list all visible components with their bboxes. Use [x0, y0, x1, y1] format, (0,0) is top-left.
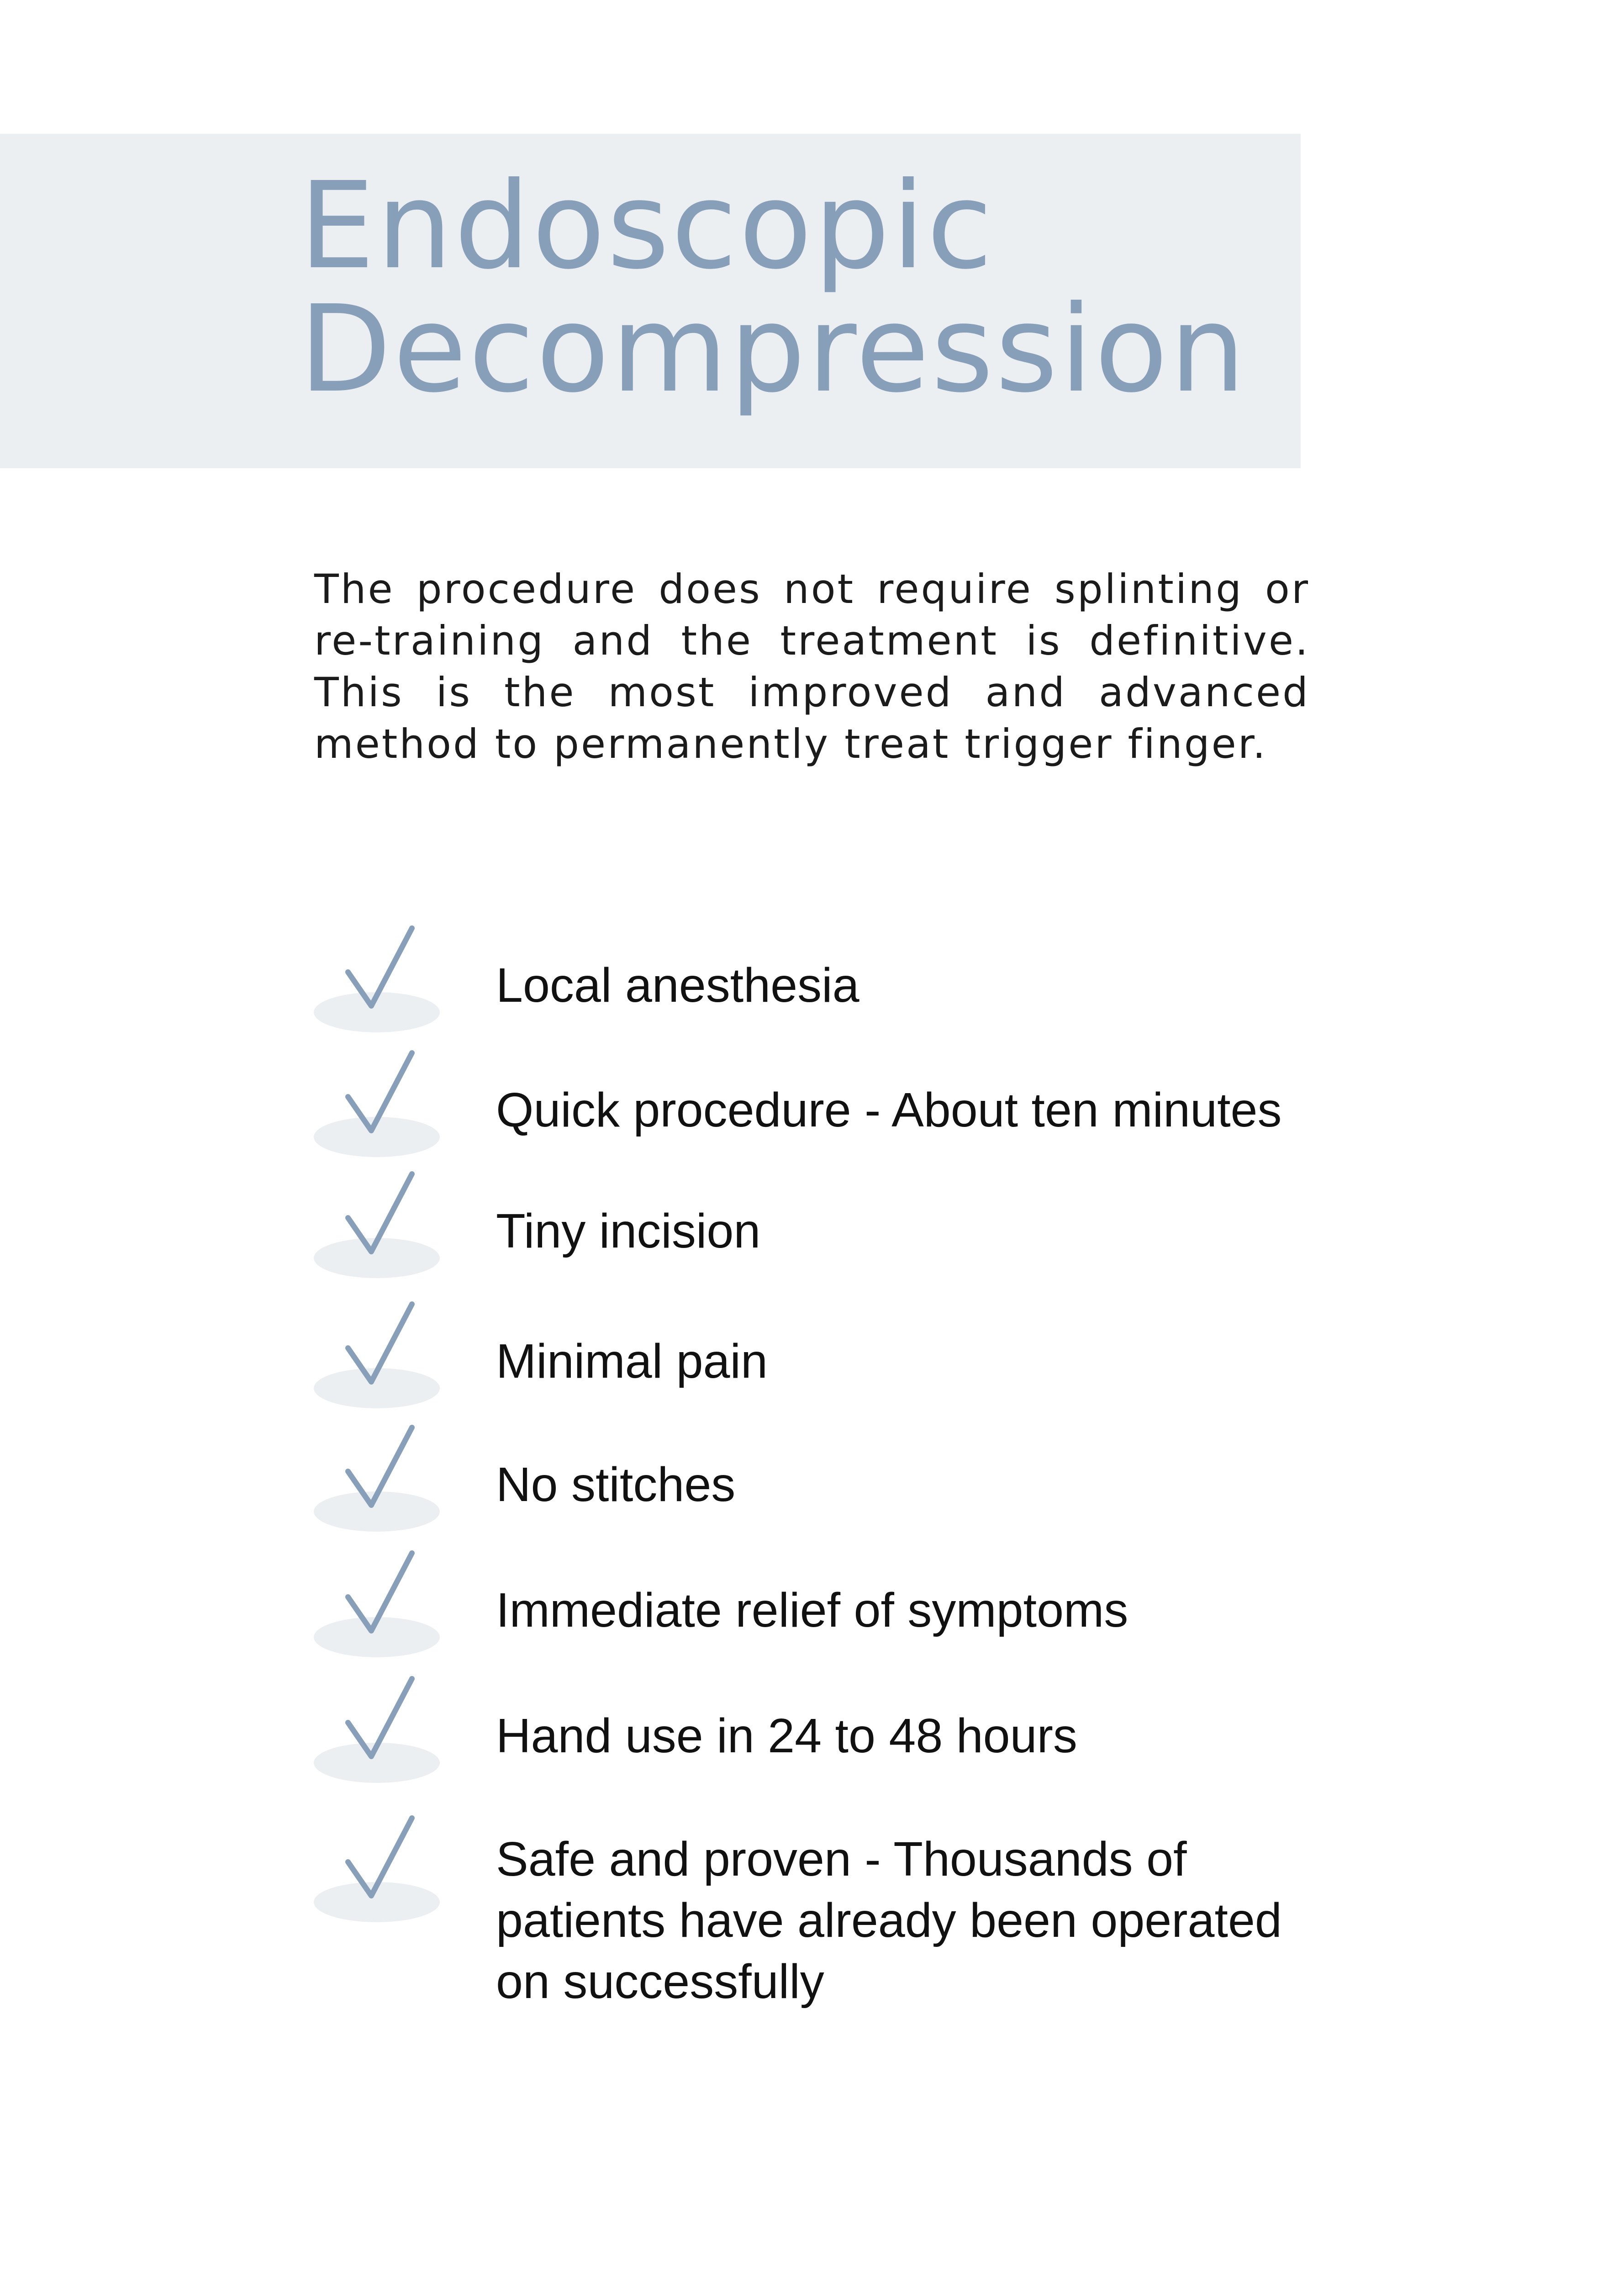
- page-title-line-1: Endoscopic: [299, 156, 995, 296]
- benefit-text: No stitches: [496, 1458, 736, 1512]
- intro-paragraph: The procedure does not require splinting or re-training and the treatment is definitive. This is the most improved and advanced method to permanently treat trigger finger.: [314, 566, 1310, 767]
- benefit-text: Immediate relief of symptoms: [496, 1583, 1128, 1637]
- check-mark-icon: [311, 1164, 443, 1278]
- check-mark-icon: [311, 1043, 443, 1157]
- benefit-item-safe-and-proven: [311, 1808, 1361, 2046]
- benefit-item-no-stitches: [311, 1417, 1361, 1536]
- benefit-item-tiny-incision: [311, 1164, 1361, 1283]
- benefit-item-minimal-pain: [311, 1294, 1361, 1413]
- benefit-item-hand-use: [311, 1669, 1361, 1787]
- check-mark-icon: [311, 1808, 443, 1922]
- benefit-item-local-anesthesia: [311, 918, 1361, 1037]
- benefit-text: Tiny incision: [496, 1204, 761, 1258]
- benefit-item-immediate-relief: [311, 1543, 1361, 1662]
- benefit-text: Hand use in 24 to 48 hours: [496, 1709, 1077, 1763]
- benefit-text: Quick procedure - About ten minutes: [496, 1083, 1282, 1137]
- check-mark-icon: [311, 1294, 443, 1408]
- benefit-text: Local anesthesia: [496, 958, 859, 1012]
- check-mark-icon: [311, 918, 443, 1032]
- benefit-text: Safe and proven - Thousands of patients have already been operated on successfully: [496, 1832, 1282, 2009]
- check-mark-icon: [311, 1669, 443, 1783]
- benefit-text: Minimal pain: [496, 1334, 768, 1388]
- benefit-item-quick-procedure: [311, 1043, 1361, 1162]
- check-mark-icon: [311, 1417, 443, 1532]
- page-title-line-2: Decompression: [299, 280, 1248, 419]
- check-mark-icon: [311, 1543, 443, 1657]
